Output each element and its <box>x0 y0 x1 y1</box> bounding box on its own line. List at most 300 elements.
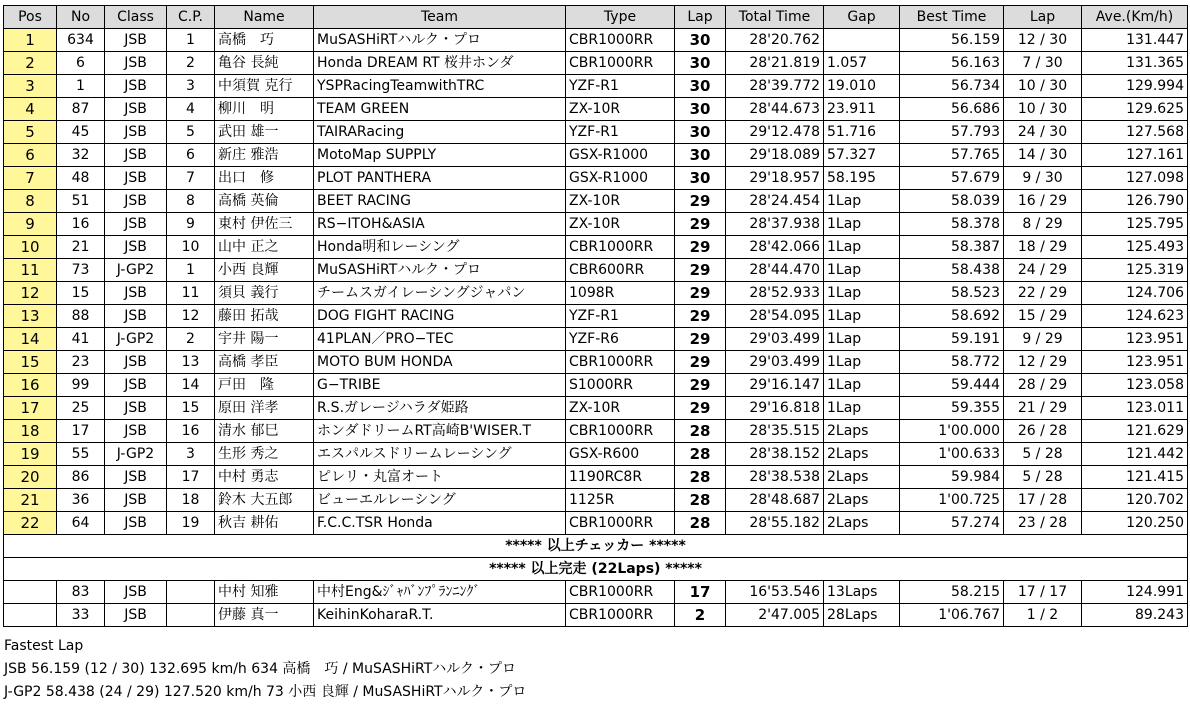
cell-name: 出口 修 <box>215 167 314 190</box>
col-header-best-lap: Lap <box>1004 6 1082 29</box>
cell-best-lap: 7 / 30 <box>1004 52 1082 75</box>
cell-type: ZX-10R <box>566 98 675 121</box>
cell-team: PLOT PANTHERA <box>314 167 566 190</box>
cell-team: MOTO BUM HONDA <box>314 351 566 374</box>
cell-pos: 22 <box>4 512 57 535</box>
cell-average: 127.568 <box>1082 121 1188 144</box>
cell-best-time: 58.772 <box>900 351 1004 374</box>
cell-name: 藤田 拓哉 <box>215 305 314 328</box>
cell-team: RS−ITOH&ASIA <box>314 213 566 236</box>
cell-no: 1 <box>57 75 105 98</box>
cell-class: JSB <box>105 305 167 328</box>
fastest-lap-jsb: JSB 56.159 (12 / 30) 132.695 km/h 634 高橋 巧 / MuSASHiRTハルク・プロ <box>4 661 517 677</box>
cell-best-time: 58.523 <box>900 282 1004 305</box>
cell-best-time: 1'00.633 <box>900 443 1004 466</box>
cell-cp: 4 <box>167 98 215 121</box>
cell-type: CBR1000RR <box>566 604 675 627</box>
cell-name: 高橋 孝臣 <box>215 351 314 374</box>
cell-average: 123.951 <box>1082 351 1188 374</box>
cell-best-time: 58.387 <box>900 236 1004 259</box>
cell-best-time: 1'06.767 <box>900 604 1004 627</box>
cell-pos: 4 <box>4 98 57 121</box>
cell-class: JSB <box>105 420 167 443</box>
cell-gap: 1Lap <box>824 236 900 259</box>
col-header-class: Class <box>105 6 167 29</box>
cell-average: 126.790 <box>1082 190 1188 213</box>
cell-lap: 29 <box>675 328 726 351</box>
col-header-type: Type <box>566 6 675 29</box>
cell-no: 36 <box>57 489 105 512</box>
cell-total-time: 28'44.470 <box>726 259 824 282</box>
result-row <box>4 397 1188 420</box>
cell-class: JSB <box>105 581 167 604</box>
cell-gap: 13Laps <box>824 581 900 604</box>
result-row <box>4 328 1188 351</box>
cell-best-lap: 9 / 29 <box>1004 328 1082 351</box>
cell-total-time: 29'18.957 <box>726 167 824 190</box>
cell-best-lap: 12 / 29 <box>1004 351 1082 374</box>
cell-gap: 1Lap <box>824 305 900 328</box>
col-header-lap: Lap <box>675 6 726 29</box>
result-row <box>4 420 1188 443</box>
cell-no: 15 <box>57 282 105 305</box>
cell-name: 宇井 陽一 <box>215 328 314 351</box>
cell-average: 124.706 <box>1082 282 1188 305</box>
cell-lap: 29 <box>675 351 726 374</box>
cell-team: MotoMap SUPPLY <box>314 144 566 167</box>
cell-cp: 1 <box>167 259 215 282</box>
cell-pos: 5 <box>4 121 57 144</box>
cell-best-time: 56.159 <box>900 29 1004 52</box>
cell-pos: 14 <box>4 328 57 351</box>
cell-type: YZF-R1 <box>566 75 675 98</box>
cell-no: 64 <box>57 512 105 535</box>
cell-gap: 2Laps <box>824 420 900 443</box>
cell-no: 21 <box>57 236 105 259</box>
result-row <box>4 259 1188 282</box>
cell-cp <box>167 604 215 627</box>
cell-team: BEET RACING <box>314 190 566 213</box>
cell-no: 86 <box>57 466 105 489</box>
cell-name: 伊藤 真一 <box>215 604 314 627</box>
cell-no: 32 <box>57 144 105 167</box>
cell-team: KeihinKoharaR.T. <box>314 604 566 627</box>
cell-cp: 19 <box>167 512 215 535</box>
result-row <box>4 98 1188 121</box>
col-header-team: Team <box>314 6 566 29</box>
cell-team: Honda明和レーシング <box>314 236 566 259</box>
col-header-best-time: Best Time <box>900 6 1004 29</box>
col-header-average: Ave.(Km/h) <box>1082 6 1188 29</box>
cell-team: TAIRARacing <box>314 121 566 144</box>
cell-class: JSB <box>105 98 167 121</box>
cell-lap: 28 <box>675 466 726 489</box>
cell-name: 亀谷 長純 <box>215 52 314 75</box>
cell-no: 45 <box>57 121 105 144</box>
cell-total-time: 28'35.515 <box>726 420 824 443</box>
cell-total-time: 29'16.147 <box>726 374 824 397</box>
cell-name: 武田 雄一 <box>215 121 314 144</box>
cell-pos: 9 <box>4 213 57 236</box>
cell-no: 634 <box>57 29 105 52</box>
result-row <box>4 52 1188 75</box>
cell-best-time: 57.274 <box>900 512 1004 535</box>
cell-average: 125.319 <box>1082 259 1188 282</box>
col-header-no: No <box>57 6 105 29</box>
cell-lap: 29 <box>675 305 726 328</box>
cell-gap: 1Lap <box>824 259 900 282</box>
col-header-cp: C.P. <box>167 6 215 29</box>
cell-class: JSB <box>105 121 167 144</box>
cell-type: ZX-10R <box>566 213 675 236</box>
cell-class: JSB <box>105 282 167 305</box>
cell-lap: 29 <box>675 213 726 236</box>
cell-no: 48 <box>57 167 105 190</box>
result-row <box>4 443 1188 466</box>
cell-best-lap: 23 / 28 <box>1004 512 1082 535</box>
header-row <box>4 6 1188 29</box>
cell-team: MuSASHiRTハルク・プロ <box>314 259 566 282</box>
cell-class: JSB <box>105 351 167 374</box>
cell-best-time: 59.191 <box>900 328 1004 351</box>
cell-total-time: 2'47.005 <box>726 604 824 627</box>
cell-no: 73 <box>57 259 105 282</box>
cell-cp: 13 <box>167 351 215 374</box>
cell-class: JSB <box>105 489 167 512</box>
cell-pos: 19 <box>4 443 57 466</box>
cell-best-time: 58.438 <box>900 259 1004 282</box>
cell-lap: 29 <box>675 236 726 259</box>
cell-average: 120.250 <box>1082 512 1188 535</box>
cell-best-lap: 1 / 2 <box>1004 604 1082 627</box>
cell-name: 清水 郁巳 <box>215 420 314 443</box>
cell-best-lap: 18 / 29 <box>1004 236 1082 259</box>
cell-team: ホンダドリームRT高崎B'WISER.T <box>314 420 566 443</box>
cell-no: 55 <box>57 443 105 466</box>
cell-lap: 30 <box>675 75 726 98</box>
cell-name: 戸田 隆 <box>215 374 314 397</box>
cell-lap: 29 <box>675 397 726 420</box>
fastest-lap-section <box>4 635 526 704</box>
cell-team: F.C.C.TSR Honda <box>314 512 566 535</box>
cell-pos: 16 <box>4 374 57 397</box>
cell-total-time: 29'16.818 <box>726 397 824 420</box>
cell-type: YZF-R6 <box>566 328 675 351</box>
cell-average: 121.442 <box>1082 443 1188 466</box>
cell-total-time: 28'42.066 <box>726 236 824 259</box>
cell-best-lap: 12 / 30 <box>1004 29 1082 52</box>
cell-best-time: 59.444 <box>900 374 1004 397</box>
result-row <box>4 282 1188 305</box>
cell-best-time: 57.793 <box>900 121 1004 144</box>
result-row <box>4 144 1188 167</box>
cell-type: CBR1000RR <box>566 236 675 259</box>
cell-best-time: 1'00.000 <box>900 420 1004 443</box>
fastest-lap-title: Fastest Lap <box>4 638 84 654</box>
cell-average: 120.702 <box>1082 489 1188 512</box>
cell-total-time: 28'21.819 <box>726 52 824 75</box>
cell-gap: 2Laps <box>824 466 900 489</box>
cell-class: JSB <box>105 236 167 259</box>
col-header-gap: Gap <box>824 6 900 29</box>
cell-best-time: 58.692 <box>900 305 1004 328</box>
cell-lap: 28 <box>675 489 726 512</box>
cell-average: 124.991 <box>1082 581 1188 604</box>
cell-cp: 11 <box>167 282 215 305</box>
cell-type: GSX-R1000 <box>566 144 675 167</box>
cell-cp: 3 <box>167 443 215 466</box>
cell-total-time: 28'39.772 <box>726 75 824 98</box>
cell-gap: 1Lap <box>824 282 900 305</box>
cell-pos: 6 <box>4 144 57 167</box>
cell-type: ZX-10R <box>566 397 675 420</box>
banner-text: ***** 以上チェッカー ***** <box>4 535 1188 558</box>
cell-pos: 17 <box>4 397 57 420</box>
cell-average: 129.994 <box>1082 75 1188 98</box>
cell-best-lap: 14 / 30 <box>1004 144 1082 167</box>
cell-name: 中須賀 克行 <box>215 75 314 98</box>
result-row <box>4 489 1188 512</box>
cell-name: 原田 洋孝 <box>215 397 314 420</box>
cell-pos: 10 <box>4 236 57 259</box>
result-row <box>4 305 1188 328</box>
cell-no: 17 <box>57 420 105 443</box>
cell-gap: 1Lap <box>824 213 900 236</box>
cell-type: CBR1000RR <box>566 351 675 374</box>
cell-gap <box>824 29 900 52</box>
cell-best-time: 1'00.725 <box>900 489 1004 512</box>
cell-average: 131.447 <box>1082 29 1188 52</box>
cell-best-lap: 15 / 29 <box>1004 305 1082 328</box>
cell-cp: 1 <box>167 29 215 52</box>
cell-best-lap: 17 / 28 <box>1004 489 1082 512</box>
cell-type: CBR1000RR <box>566 52 675 75</box>
cell-average: 125.795 <box>1082 213 1188 236</box>
cell-cp: 16 <box>167 420 215 443</box>
cell-best-lap: 5 / 28 <box>1004 443 1082 466</box>
cell-best-lap: 8 / 29 <box>1004 213 1082 236</box>
cell-cp: 9 <box>167 213 215 236</box>
cell-no: 6 <box>57 52 105 75</box>
cell-class: JSB <box>105 604 167 627</box>
cell-type: CBR1000RR <box>566 512 675 535</box>
cell-pos <box>4 581 57 604</box>
cell-pos: 15 <box>4 351 57 374</box>
cell-best-lap: 22 / 29 <box>1004 282 1082 305</box>
cell-gap: 1Lap <box>824 397 900 420</box>
cell-average: 123.011 <box>1082 397 1188 420</box>
cell-team: 中村Eng&ｼﾞｬﾊﾞﾝﾌﾟﾗﾝﾆﾝｸﾞ <box>314 581 566 604</box>
cell-name: 生形 秀之 <box>215 443 314 466</box>
cell-total-time: 28'48.687 <box>726 489 824 512</box>
cell-no: 33 <box>57 604 105 627</box>
cell-total-time: 28'37.938 <box>726 213 824 236</box>
cell-name: 高橋 巧 <box>215 29 314 52</box>
cell-lap: 29 <box>675 259 726 282</box>
cell-total-time: 28'38.152 <box>726 443 824 466</box>
cell-class: JSB <box>105 52 167 75</box>
cell-type: S1000RR <box>566 374 675 397</box>
cell-gap: 2Laps <box>824 489 900 512</box>
cell-best-time: 57.765 <box>900 144 1004 167</box>
cell-total-time: 28'55.182 <box>726 512 824 535</box>
cell-name: 東村 伊佐三 <box>215 213 314 236</box>
cell-name: 小西 良輝 <box>215 259 314 282</box>
cell-team: YSPRacingTeamwithTRC <box>314 75 566 98</box>
cell-team: 41PLAN／PRO−TEC <box>314 328 566 351</box>
cell-class: JSB <box>105 144 167 167</box>
cell-type: ZX-10R <box>566 190 675 213</box>
cell-team: チームスガイレーシングジャパン <box>314 282 566 305</box>
cell-total-time: 29'03.499 <box>726 328 824 351</box>
cell-team: Honda DREAM RT 桜井ホンダ <box>314 52 566 75</box>
non-finisher-row <box>4 581 1188 604</box>
cell-gap: 23.911 <box>824 98 900 121</box>
cell-lap: 30 <box>675 98 726 121</box>
cell-pos: 2 <box>4 52 57 75</box>
cell-team: ビューエルレーシング <box>314 489 566 512</box>
cell-type: 1098R <box>566 282 675 305</box>
cell-average: 127.098 <box>1082 167 1188 190</box>
cell-cp: 14 <box>167 374 215 397</box>
cell-class: JSB <box>105 190 167 213</box>
cell-average: 124.623 <box>1082 305 1188 328</box>
cell-gap: 2Laps <box>824 512 900 535</box>
cell-type: GSX-R1000 <box>566 167 675 190</box>
cell-gap: 28Laps <box>824 604 900 627</box>
cell-class: JSB <box>105 75 167 98</box>
fastest-lap-jgp2: J-GP2 58.438 (24 / 29) 127.520 km/h 73 小西 良輝 / MuSASHiRTハルク・プロ <box>4 684 527 700</box>
cell-cp: 12 <box>167 305 215 328</box>
cell-cp <box>167 581 215 604</box>
cell-pos: 1 <box>4 29 57 52</box>
cell-gap: 1Lap <box>824 374 900 397</box>
cell-name: 中村 知雅 <box>215 581 314 604</box>
result-row <box>4 121 1188 144</box>
result-row <box>4 512 1188 535</box>
cell-gap: 1Lap <box>824 328 900 351</box>
cell-total-time: 28'52.933 <box>726 282 824 305</box>
cell-lap: 30 <box>675 121 726 144</box>
cell-pos: 20 <box>4 466 57 489</box>
results-body <box>4 29 1188 627</box>
cell-best-lap: 24 / 30 <box>1004 121 1082 144</box>
cell-type: 1190RC8R <box>566 466 675 489</box>
cell-gap: 1Lap <box>824 190 900 213</box>
cell-best-time: 57.679 <box>900 167 1004 190</box>
cell-average: 123.058 <box>1082 374 1188 397</box>
cell-average: 123.951 <box>1082 328 1188 351</box>
cell-team: MuSASHiRTハルク・プロ <box>314 29 566 52</box>
col-header-name: Name <box>215 6 314 29</box>
cell-total-time: 29'18.089 <box>726 144 824 167</box>
cell-name: 秋吉 耕佑 <box>215 512 314 535</box>
cell-gap: 58.195 <box>824 167 900 190</box>
cell-name: 新庄 雅浩 <box>215 144 314 167</box>
cell-gap: 1.057 <box>824 52 900 75</box>
cell-type: CBR1000RR <box>566 581 675 604</box>
cell-best-lap: 26 / 28 <box>1004 420 1082 443</box>
cell-average: 131.365 <box>1082 52 1188 75</box>
cell-class: JSB <box>105 397 167 420</box>
cell-pos: 13 <box>4 305 57 328</box>
cell-best-time: 58.039 <box>900 190 1004 213</box>
result-row <box>4 75 1188 98</box>
cell-lap: 30 <box>675 29 726 52</box>
cell-pos <box>4 604 57 627</box>
cell-average: 125.493 <box>1082 236 1188 259</box>
cell-best-time: 56.163 <box>900 52 1004 75</box>
cell-type: YZF-R1 <box>566 121 675 144</box>
cell-team: ピレリ・丸富オート <box>314 466 566 489</box>
cell-no: 88 <box>57 305 105 328</box>
cell-type: GSX-R600 <box>566 443 675 466</box>
cell-no: 51 <box>57 190 105 213</box>
cell-total-time: 16'53.546 <box>726 581 824 604</box>
cell-pos: 18 <box>4 420 57 443</box>
cell-gap: 19.010 <box>824 75 900 98</box>
cell-lap: 30 <box>675 167 726 190</box>
result-row <box>4 190 1188 213</box>
cell-best-time: 56.734 <box>900 75 1004 98</box>
cell-class: JSB <box>105 512 167 535</box>
cell-average: 121.629 <box>1082 420 1188 443</box>
cell-pos: 11 <box>4 259 57 282</box>
cell-lap: 30 <box>675 52 726 75</box>
cell-best-lap: 17 / 17 <box>1004 581 1082 604</box>
cell-cp: 8 <box>167 190 215 213</box>
cell-cp: 18 <box>167 489 215 512</box>
banner-row <box>4 558 1188 581</box>
cell-class: JSB <box>105 466 167 489</box>
result-row <box>4 236 1188 259</box>
cell-best-lap: 10 / 30 <box>1004 75 1082 98</box>
cell-team: TEAM GREEN <box>314 98 566 121</box>
cell-type: YZF-R1 <box>566 305 675 328</box>
cell-average: 89.243 <box>1082 604 1188 627</box>
cell-name: 鈴木 大五郎 <box>215 489 314 512</box>
cell-cp: 15 <box>167 397 215 420</box>
result-row <box>4 213 1188 236</box>
cell-type: CBR1000RR <box>566 29 675 52</box>
col-header-pos: Pos <box>4 6 57 29</box>
cell-team: エスパルスドリームレーシング <box>314 443 566 466</box>
cell-type: 1125R <box>566 489 675 512</box>
cell-class: JSB <box>105 167 167 190</box>
cell-pos: 3 <box>4 75 57 98</box>
cell-average: 129.625 <box>1082 98 1188 121</box>
cell-cp: 2 <box>167 328 215 351</box>
cell-no: 99 <box>57 374 105 397</box>
cell-cp: 7 <box>167 167 215 190</box>
cell-total-time: 28'54.095 <box>726 305 824 328</box>
cell-cp: 6 <box>167 144 215 167</box>
cell-cp: 10 <box>167 236 215 259</box>
result-row <box>4 351 1188 374</box>
cell-class: JSB <box>105 374 167 397</box>
cell-pos: 12 <box>4 282 57 305</box>
cell-best-lap: 5 / 28 <box>1004 466 1082 489</box>
results-table <box>3 5 1188 627</box>
cell-total-time: 28'38.538 <box>726 466 824 489</box>
cell-class: JSB <box>105 29 167 52</box>
cell-best-lap: 24 / 29 <box>1004 259 1082 282</box>
cell-best-lap: 10 / 30 <box>1004 98 1082 121</box>
cell-no: 16 <box>57 213 105 236</box>
cell-no: 25 <box>57 397 105 420</box>
cell-total-time: 29'12.478 <box>726 121 824 144</box>
cell-name: 山中 正之 <box>215 236 314 259</box>
